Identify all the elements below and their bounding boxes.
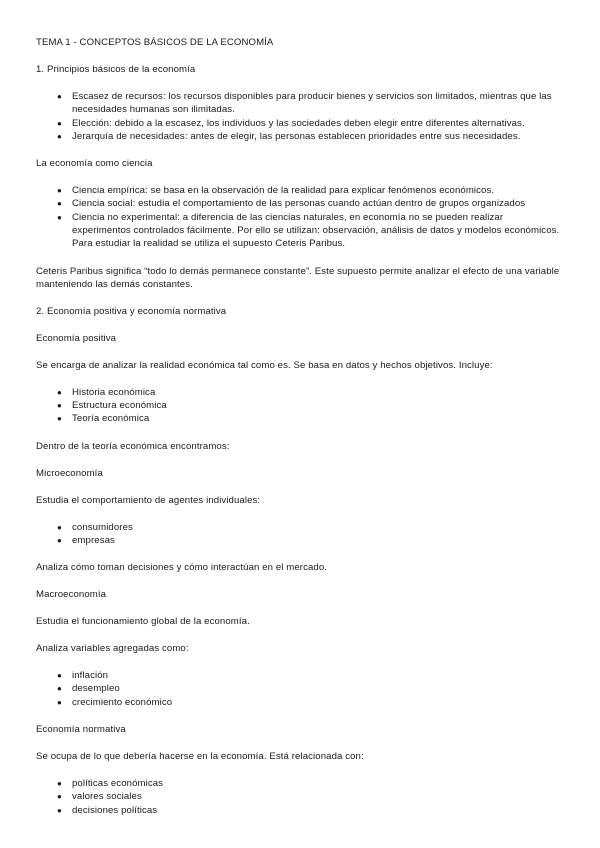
macro-paragraph-2: Analiza variables agregadas como:	[36, 643, 189, 655]
macro-list	[36, 669, 562, 709]
bullet-icon: ●	[57, 212, 62, 222]
bullet-icon: ●	[57, 400, 62, 410]
list-item: ● inflación	[57, 670, 109, 682]
teoria-paragraph: Dentro de la teoría económica encontramos:	[36, 440, 230, 452]
document-page	[36, 36, 562, 831]
positiva-heading: Economía positiva	[36, 332, 117, 344]
normativa-paragraph: Se ocupa de lo que debería hacerse en la economía. Está relacionada con:	[36, 751, 364, 763]
list-item: ● empresas	[57, 534, 115, 546]
micro-paragraph-2: Analiza cómo toman decisiones y cómo interactúan en el mercado.	[36, 562, 328, 574]
list-item: ● Elección: debido a la escasez, los individuos y las sociedades deben elegir entre diferentes alternativas.	[57, 117, 525, 129]
bullet-icon: ●	[57, 131, 62, 141]
positiva-paragraph: Se encarga de analizar la realidad económica tal como es. Se basa en datos y hechos objetivos. Incluye:	[36, 359, 493, 371]
bullet-icon: ●	[57, 199, 62, 209]
list-item: ● Teoría económica	[57, 413, 150, 425]
bullet-icon: ●	[57, 92, 62, 101]
bullet-icon: ●	[57, 118, 62, 128]
list-item: ● decisiones políticas	[57, 804, 158, 816]
macro-paragraph: Estudia el funcionamiento global de la economía.	[36, 616, 250, 628]
list-item: ● crecimiento económico	[57, 696, 173, 708]
list-item: ● Jerarquía de necesidades: antes de elegir, las personas establecen prioridades entre sus necesidades.	[57, 130, 521, 142]
bullet-icon: ●	[57, 697, 62, 707]
bullet-icon: ●	[57, 414, 62, 424]
ciencia-list	[36, 184, 562, 250]
list-item: ● valores sociales	[57, 791, 142, 803]
macro-heading: Macroeconomía	[36, 589, 107, 601]
list-item: ● consumidores	[57, 521, 133, 533]
list-item: ● Ciencia no experimental: a diferencia de las ciencias naturales, en economía no se pueden realizar experimentos controlados fácilmente. Por ello se utilizan: observación, análisis de datos y modelos económicos. Para estudiar la realidad se utiliza el supuesto Ceteris Paribus.	[57, 211, 560, 250]
section-2-heading: 2. Economía positiva y economía normativa	[36, 305, 227, 317]
section-1-heading: 1. Principios básicos de la economía	[36, 64, 196, 75]
list-item: ● Historia económica	[57, 386, 156, 398]
micro-paragraph: Estudia el comportamiento de agentes individuales:	[36, 494, 261, 506]
bullet-icon: ●	[57, 535, 62, 545]
micro-heading: Microeconomía	[36, 467, 103, 479]
principles-list	[36, 90, 562, 143]
list-item: ● Estructura económica	[57, 399, 167, 411]
list-item: ● Ciencia social: estudia el comportamiento de las personas cuando actúan dentro de grupos organizados	[57, 198, 526, 210]
positiva-list	[36, 386, 562, 426]
bullet-icon: ●	[57, 671, 62, 681]
list-item: ● desempleo	[57, 683, 120, 695]
micro-list	[36, 521, 562, 548]
normativa-list	[36, 777, 562, 817]
bullet-icon: ●	[57, 792, 62, 802]
bullet-icon: ●	[57, 805, 62, 815]
ciencia-heading: La economía como ciencia	[36, 158, 153, 170]
bullet-icon: ●	[57, 387, 62, 397]
ceteris-paribus-paragraph: Ceteris Paribus significa “todo lo demás permanece constante”. Este supuesto permite analizar el efecto de una variable manteniendo las demás constantes.	[36, 265, 560, 290]
bullet-icon: ●	[57, 684, 62, 694]
document-title: TEMA 1 - CONCEPTOS BÁSICOS DE LA ECONOMÍA	[36, 37, 274, 48]
list-item: ● Escasez de recursos: los recursos disponibles para producir bienes y servicios son limitados, mientras que las necesidades humanas son ilimitadas.	[57, 91, 552, 116]
list-item: ● políticas económicas	[57, 778, 164, 790]
bullet-icon: ●	[57, 779, 62, 789]
bullet-icon: ●	[57, 522, 62, 532]
bullet-icon: ●	[57, 186, 62, 196]
list-item: ● Ciencia empírica: se basa en la observación de la realidad para explicar fenómenos económicos.	[57, 185, 495, 197]
normativa-heading: Economía normativa	[36, 724, 126, 736]
